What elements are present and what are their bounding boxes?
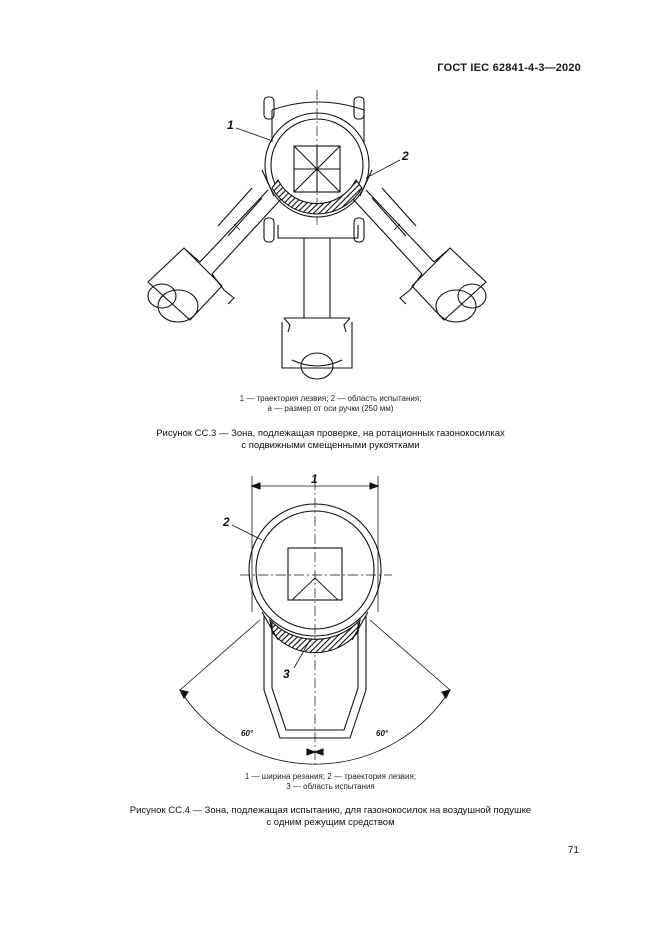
figure-cc4-drawing bbox=[0, 470, 661, 770]
cc4-legend-line-1: 1 — ширина резания; 2 — траектория лезвия; bbox=[244, 772, 417, 781]
cc4-legend-line-2: 3 — область испытания bbox=[286, 782, 375, 791]
standard-header: ГОСТ IEC 62841-4-3—2020 bbox=[437, 62, 581, 74]
cc3-legend-line-1: 1 — траектория лезвия; 2 — область испытания; bbox=[239, 394, 422, 403]
cc4-label-3: 3 bbox=[283, 667, 290, 681]
cc4-angle-left: 60° bbox=[241, 729, 254, 738]
figure-cc3-drawing bbox=[0, 0, 661, 390]
cc3-label-1: 1 bbox=[227, 118, 234, 132]
cc3-caption-line-2: с подвижными смещенными рукоятками bbox=[241, 440, 420, 451]
cc4-angle-right: 60° bbox=[376, 729, 389, 738]
page-number: 71 bbox=[567, 845, 579, 856]
cc4-caption-line-1: Рисунок СС.4 — Зона, подлежащая испытанию, для газонокосилок на воздушной подушке bbox=[129, 805, 532, 816]
cc3-legend-line-2: a — размер от оси ручки (250 мм) bbox=[267, 404, 394, 413]
cc3-label-2: 2 bbox=[402, 149, 409, 163]
cc4-label-1: 1 bbox=[311, 472, 318, 486]
cc4-caption-line-2: с одним режущим средством bbox=[266, 817, 395, 828]
cc3-caption-line-1: Рисунок СС.3 — Зона, подлежащая проверке, на ротационных газонокосилках bbox=[156, 428, 505, 439]
cc4-label-2: 2 bbox=[223, 515, 230, 529]
